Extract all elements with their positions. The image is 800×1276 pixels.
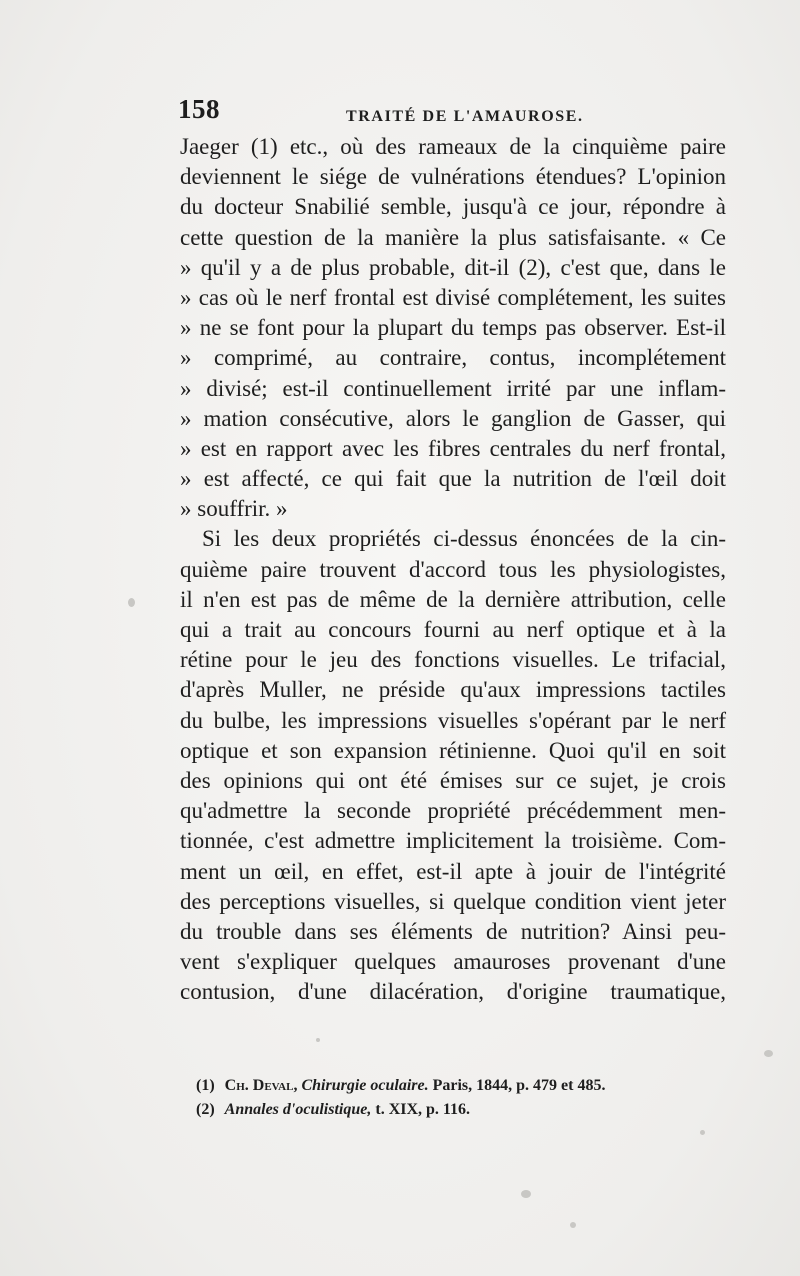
text-line: des perceptions visuelles, si quelque condition vient jeter [180, 888, 726, 914]
quote-line: » souffrir. » [180, 496, 288, 522]
text-line: qu'admettre la seconde propriété précédemment men- [180, 798, 726, 824]
footnote-mark: (1) [196, 1077, 215, 1094]
quote-line: » comprimé, au contraire, contus, incomplétement [180, 345, 726, 371]
text-line: cette question de la manière la plus satisfaisante. « Ce [180, 224, 726, 250]
text-line: rétine pour le jeu des fonctions visuelles. Le trifacial, [180, 647, 726, 673]
quote-line: » ne se font pour la plupart du temps pas observer. Est-il [180, 315, 726, 341]
footnote-title: Annales d'oculistique, [224, 1101, 372, 1118]
text-line: du bulbe, les impressions visuelles s'opérant par le nerf [180, 707, 726, 733]
text-line: du trouble dans ses éléments de nutrition? Ainsi peu- [180, 918, 726, 944]
running-head: TRAITÉ DE L'AMAUROSE. [346, 108, 584, 125]
footnote-details: t. XIX, p. 116. [375, 1101, 471, 1118]
text-line: ment un œil, en effet, est-il apte à jouir de l'intégrité [180, 858, 726, 884]
footnote-author: Ch. Deval, [224, 1077, 298, 1094]
body-text [180, 132, 726, 1007]
footnote-mark: (2) [196, 1101, 215, 1118]
text-line: du docteur Snabilié semble, jusqu'à ce jour, répondre à [180, 194, 726, 220]
footnote-2 [196, 1098, 696, 1122]
text-line: vent s'expliquer quelques amauroses provenant d'une [180, 949, 726, 975]
paragraph-first-line: Si les deux propriétés ci-dessus énoncées de la cin- [202, 526, 726, 552]
page-number: 158 [178, 94, 220, 124]
text-line: contusion, d'une dilacération, d'origine traumatique, [180, 979, 726, 1005]
text-line: deviennent le siége de vulnérations étendues? L'opinion [180, 164, 726, 190]
quote-line: » est en rapport avec les fibres centrales du nerf frontal, [180, 435, 726, 461]
text-line: quième paire trouvent d'accord tous les physiologistes, [180, 556, 726, 582]
quote-line: » qu'il y a de plus probable, dit-il (2), c'est que, dans le [180, 254, 726, 280]
text-line: qui a trait au concours fourni au nerf optique et à la [180, 617, 726, 642]
text-line: des opinions qui ont été émises sur ce sujet, je crois [180, 767, 726, 793]
text-line: d'après Muller, ne préside qu'aux impressions tactiles [180, 677, 726, 703]
footnote-details: Paris, 1844, p. 479 et 485. [432, 1077, 606, 1094]
footnotes [196, 1074, 696, 1122]
footnote-1 [196, 1074, 696, 1098]
text-line: il n'en est pas de même de la dernière attribution, celle [180, 586, 726, 612]
quote-line: » divisé; est-il continuellement irrité par une inflam- [180, 375, 726, 401]
quote-line: » est affecté, ce qui fait que la nutrition de l'œil doit [180, 466, 726, 492]
text-line: Jaeger (1) etc., où des rameaux de la cinquième paire [180, 134, 726, 159]
footnote-title: Chirurgie oculaire. [301, 1077, 429, 1094]
page-header [178, 92, 726, 132]
quote-line: » mation consécutive, alors le ganglion de Gasser, qui [180, 405, 726, 431]
quote-line: » cas où le nerf frontal est divisé complétement, les suites [180, 284, 726, 310]
text-line: optique et son expansion rétinienne. Quoi qu'il en soit [180, 737, 726, 763]
text-line: tionnée, c'est admettre implicitement la troisième. Com- [180, 828, 726, 854]
